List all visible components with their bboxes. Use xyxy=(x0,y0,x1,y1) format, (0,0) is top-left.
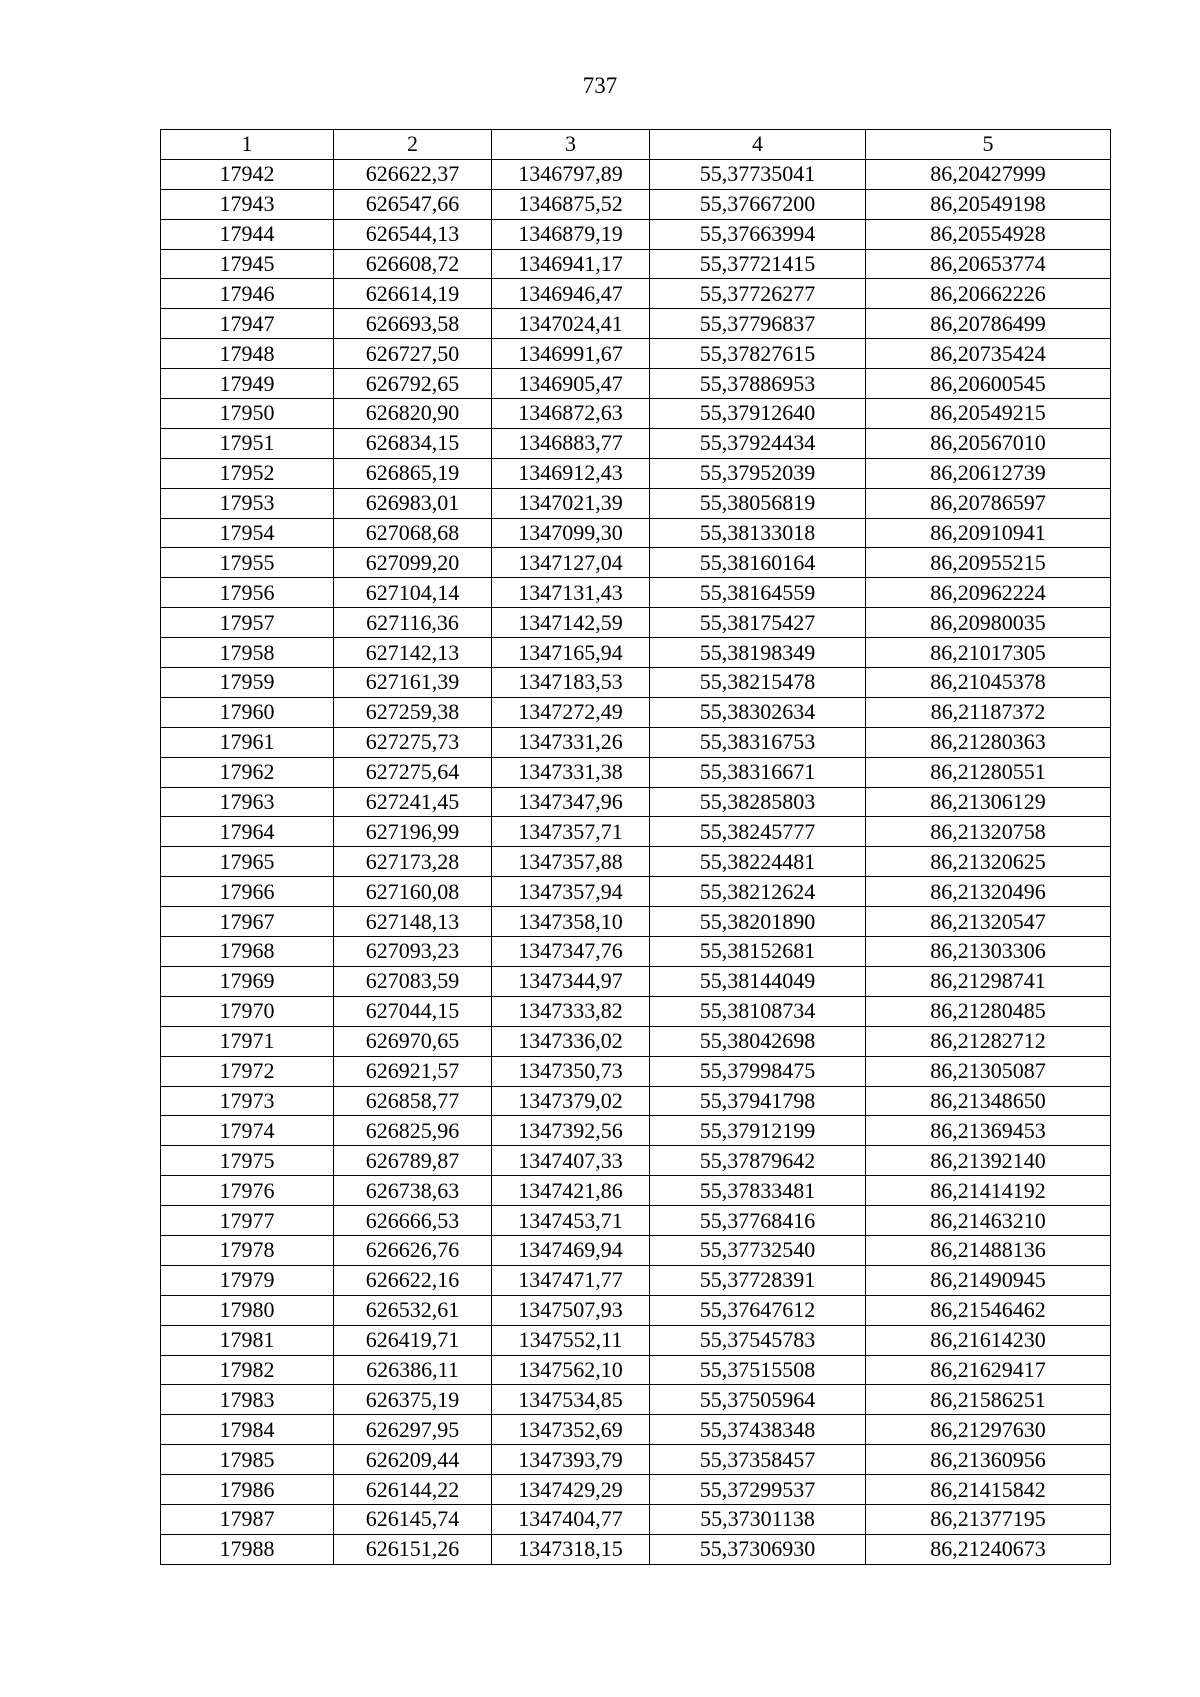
table-cell: 17966 xyxy=(161,877,334,907)
table-cell: 55,38302634 xyxy=(650,697,866,727)
table-cell: 626386,11 xyxy=(334,1355,492,1385)
table-cell: 86,21360956 xyxy=(866,1445,1111,1475)
table-row xyxy=(161,1415,1111,1445)
table-row xyxy=(161,1475,1111,1505)
table-cell: 17975 xyxy=(161,1146,334,1176)
table-cell: 1347331,38 xyxy=(492,757,650,787)
table-row xyxy=(161,189,1111,219)
table-cell: 17947 xyxy=(161,309,334,339)
table-cell: 17942 xyxy=(161,159,334,189)
table-cell: 626626,76 xyxy=(334,1235,492,1265)
table-cell: 17977 xyxy=(161,1206,334,1236)
table-cell: 626375,19 xyxy=(334,1385,492,1415)
table-row xyxy=(161,1235,1111,1265)
table-cell: 17964 xyxy=(161,817,334,847)
table-cell: 55,37879642 xyxy=(650,1146,866,1176)
table-cell: 55,37663994 xyxy=(650,219,866,249)
table-cell: 17959 xyxy=(161,668,334,698)
table-cell: 626614,19 xyxy=(334,279,492,309)
table-cell: 1347534,85 xyxy=(492,1385,650,1415)
table-row xyxy=(161,249,1111,279)
table-cell: 17985 xyxy=(161,1445,334,1475)
table-row xyxy=(161,1504,1111,1534)
table-cell: 17958 xyxy=(161,638,334,668)
table-cell: 627275,73 xyxy=(334,727,492,757)
table-cell: 55,38212624 xyxy=(650,877,866,907)
table-cell: 1347347,76 xyxy=(492,937,650,967)
table-cell: 17946 xyxy=(161,279,334,309)
table-cell: 626151,26 xyxy=(334,1534,492,1564)
table-cell: 86,20567010 xyxy=(866,428,1111,458)
table-cell: 55,37301138 xyxy=(650,1504,866,1534)
table-cell: 17970 xyxy=(161,996,334,1026)
table-cell: 55,37833481 xyxy=(650,1176,866,1206)
table-cell: 55,37732540 xyxy=(650,1235,866,1265)
table-cell: 55,37912640 xyxy=(650,399,866,429)
table-cell: 55,37438348 xyxy=(650,1415,866,1445)
table-cell: 55,37941798 xyxy=(650,1086,866,1116)
table-cell: 55,37299537 xyxy=(650,1475,866,1505)
table-cell: 1347131,43 xyxy=(492,578,650,608)
table-cell: 86,20910941 xyxy=(866,518,1111,548)
table-cell: 626608,72 xyxy=(334,249,492,279)
table-cell: 626921,57 xyxy=(334,1056,492,1086)
table-cell: 86,20980035 xyxy=(866,608,1111,638)
table-row xyxy=(161,1206,1111,1236)
table-cell: 17983 xyxy=(161,1385,334,1415)
table-cell: 55,38198349 xyxy=(650,638,866,668)
table-cell: 1346797,89 xyxy=(492,159,650,189)
table-cell: 1347453,71 xyxy=(492,1206,650,1236)
table-cell: 55,38164559 xyxy=(650,578,866,608)
table-row xyxy=(161,787,1111,817)
table-row xyxy=(161,369,1111,399)
table-cell: 626209,44 xyxy=(334,1445,492,1475)
table-cell: 1347350,73 xyxy=(492,1056,650,1086)
table-cell: 55,37768416 xyxy=(650,1206,866,1236)
table-cell: 86,21306129 xyxy=(866,787,1111,817)
table-cell: 55,37647612 xyxy=(650,1295,866,1325)
table-cell: 17960 xyxy=(161,697,334,727)
table-row xyxy=(161,727,1111,757)
table-cell: 86,21377195 xyxy=(866,1504,1111,1534)
table-cell: 17986 xyxy=(161,1475,334,1505)
table-cell: 17976 xyxy=(161,1176,334,1206)
table-cell: 55,37827615 xyxy=(650,339,866,369)
table-cell: 1347344,97 xyxy=(492,966,650,996)
table-cell: 55,37912199 xyxy=(650,1116,866,1146)
table-cell: 1346883,77 xyxy=(492,428,650,458)
table-cell: 17949 xyxy=(161,369,334,399)
table-cell: 17943 xyxy=(161,189,334,219)
table-cell: 86,21320625 xyxy=(866,847,1111,877)
table-cell: 17974 xyxy=(161,1116,334,1146)
table-cell: 86,20549198 xyxy=(866,189,1111,219)
table-cell: 86,21305087 xyxy=(866,1056,1111,1086)
table-cell: 55,37358457 xyxy=(650,1445,866,1475)
table-cell: 1347099,30 xyxy=(492,518,650,548)
table-cell: 86,21414192 xyxy=(866,1176,1111,1206)
table-cell: 626666,53 xyxy=(334,1206,492,1236)
table-cell: 17963 xyxy=(161,787,334,817)
table-cell: 627099,20 xyxy=(334,548,492,578)
table-cell: 86,20612739 xyxy=(866,458,1111,488)
table-row xyxy=(161,219,1111,249)
table-cell: 55,38316753 xyxy=(650,727,866,757)
table-cell: 1347347,96 xyxy=(492,787,650,817)
table-cell: 1347272,49 xyxy=(492,697,650,727)
table-cell: 626983,01 xyxy=(334,488,492,518)
table-cell: 1346941,17 xyxy=(492,249,650,279)
table-cell: 627068,68 xyxy=(334,518,492,548)
table-cell: 1346879,19 xyxy=(492,219,650,249)
table-cell: 17973 xyxy=(161,1086,334,1116)
table-cell: 86,21280551 xyxy=(866,757,1111,787)
table-cell: 55,38042698 xyxy=(650,1026,866,1056)
table-cell: 17961 xyxy=(161,727,334,757)
table-row xyxy=(161,339,1111,369)
table-cell: 55,37726277 xyxy=(650,279,866,309)
table-cell: 1347507,93 xyxy=(492,1295,650,1325)
table-cell: 55,37505964 xyxy=(650,1385,866,1415)
table-cell: 627116,36 xyxy=(334,608,492,638)
table-cell: 55,38144049 xyxy=(650,966,866,996)
table-cell: 86,21586251 xyxy=(866,1385,1111,1415)
table-cell: 17972 xyxy=(161,1056,334,1086)
table-cell: 86,20554928 xyxy=(866,219,1111,249)
table-row xyxy=(161,1176,1111,1206)
table-row xyxy=(161,488,1111,518)
table-row xyxy=(161,428,1111,458)
table-cell: 1347127,04 xyxy=(492,548,650,578)
table-cell: 17954 xyxy=(161,518,334,548)
table-row xyxy=(161,638,1111,668)
table-row xyxy=(161,907,1111,937)
table-row xyxy=(161,996,1111,1026)
table-cell: 1347429,29 xyxy=(492,1475,650,1505)
table-row xyxy=(161,159,1111,189)
table-cell: 17953 xyxy=(161,488,334,518)
header-row xyxy=(161,130,1111,160)
page-number: 737 xyxy=(582,73,618,98)
table-row xyxy=(161,1086,1111,1116)
table-cell: 1347357,71 xyxy=(492,817,650,847)
table-cell: 86,21415842 xyxy=(866,1475,1111,1505)
table-cell: 55,38152681 xyxy=(650,937,866,967)
column-header: 3 xyxy=(492,130,650,160)
table-cell: 55,38316671 xyxy=(650,757,866,787)
table-header xyxy=(161,130,1111,160)
coordinates-table xyxy=(160,129,1111,1565)
table-cell: 627104,14 xyxy=(334,578,492,608)
table-cell: 86,20735424 xyxy=(866,339,1111,369)
table-cell: 55,38056819 xyxy=(650,488,866,518)
table-cell: 626858,77 xyxy=(334,1086,492,1116)
table-cell: 1347358,10 xyxy=(492,907,650,937)
table-row xyxy=(161,817,1111,847)
table-cell: 86,21303306 xyxy=(866,937,1111,967)
table-cell: 86,21017305 xyxy=(866,638,1111,668)
column-header: 5 xyxy=(866,130,1111,160)
table-cell: 86,21240673 xyxy=(866,1534,1111,1564)
table-cell: 1347165,94 xyxy=(492,638,650,668)
table-cell: 86,21320547 xyxy=(866,907,1111,937)
table-cell: 627083,59 xyxy=(334,966,492,996)
table-cell: 55,37728391 xyxy=(650,1265,866,1295)
table-cell: 17950 xyxy=(161,399,334,429)
table-row xyxy=(161,1325,1111,1355)
table-cell: 1347352,69 xyxy=(492,1415,650,1445)
table-cell: 55,37924434 xyxy=(650,428,866,458)
table-cell: 86,21320758 xyxy=(866,817,1111,847)
table-row xyxy=(161,1265,1111,1295)
table-cell: 86,21187372 xyxy=(866,697,1111,727)
table-cell: 627142,13 xyxy=(334,638,492,668)
column-header: 2 xyxy=(334,130,492,160)
table-cell: 1347333,82 xyxy=(492,996,650,1026)
table-cell: 55,38201890 xyxy=(650,907,866,937)
table-cell: 627160,08 xyxy=(334,877,492,907)
table-cell: 627148,13 xyxy=(334,907,492,937)
table-row xyxy=(161,1295,1111,1325)
table-cell: 1347318,15 xyxy=(492,1534,650,1564)
table-cell: 1347392,56 xyxy=(492,1116,650,1146)
table-cell: 1347562,10 xyxy=(492,1355,650,1385)
table-cell: 626622,16 xyxy=(334,1265,492,1295)
table-cell: 627044,15 xyxy=(334,996,492,1026)
table-cell: 55,37886953 xyxy=(650,369,866,399)
table-cell: 17978 xyxy=(161,1235,334,1265)
table-row xyxy=(161,847,1111,877)
table-cell: 55,38175427 xyxy=(650,608,866,638)
table-cell: 627173,28 xyxy=(334,847,492,877)
table-cell: 626834,15 xyxy=(334,428,492,458)
table-row xyxy=(161,548,1111,578)
table-cell: 17955 xyxy=(161,548,334,578)
table-cell: 86,21629417 xyxy=(866,1355,1111,1385)
table-cell: 55,38285803 xyxy=(650,787,866,817)
table-cell: 626622,37 xyxy=(334,159,492,189)
table-row xyxy=(161,608,1111,638)
table-row xyxy=(161,1116,1111,1146)
table-cell: 55,38215478 xyxy=(650,668,866,698)
table-cell: 86,21490945 xyxy=(866,1265,1111,1295)
table-cell: 86,21280485 xyxy=(866,996,1111,1026)
table-cell: 86,20653774 xyxy=(866,249,1111,279)
table-cell: 1346905,47 xyxy=(492,369,650,399)
table-cell: 55,38160164 xyxy=(650,548,866,578)
table-cell: 86,20962224 xyxy=(866,578,1111,608)
table-cell: 626792,65 xyxy=(334,369,492,399)
table-cell: 86,21045378 xyxy=(866,668,1111,698)
table-cell: 17956 xyxy=(161,578,334,608)
table-cell: 626297,95 xyxy=(334,1415,492,1445)
table-cell: 17948 xyxy=(161,339,334,369)
table-cell: 627196,99 xyxy=(334,817,492,847)
table-cell: 1347471,77 xyxy=(492,1265,650,1295)
table-cell: 17968 xyxy=(161,937,334,967)
table-cell: 626532,61 xyxy=(334,1295,492,1325)
table-cell: 626145,74 xyxy=(334,1504,492,1534)
table-cell: 626547,66 xyxy=(334,189,492,219)
table-cell: 86,21280363 xyxy=(866,727,1111,757)
table-body xyxy=(161,159,1111,1564)
table-row xyxy=(161,1146,1111,1176)
table-cell: 86,20786597 xyxy=(866,488,1111,518)
table-row xyxy=(161,1056,1111,1086)
table-cell: 17988 xyxy=(161,1534,334,1564)
table-cell: 55,37667200 xyxy=(650,189,866,219)
table-row xyxy=(161,1026,1111,1056)
table-cell: 17984 xyxy=(161,1415,334,1445)
table-cell: 17969 xyxy=(161,966,334,996)
table-cell: 626738,63 xyxy=(334,1176,492,1206)
table-cell: 86,21297630 xyxy=(866,1415,1111,1445)
table-cell: 86,20662226 xyxy=(866,279,1111,309)
table-cell: 86,21392140 xyxy=(866,1146,1111,1176)
table-cell: 86,21348650 xyxy=(866,1086,1111,1116)
column-header: 4 xyxy=(650,130,866,160)
table-row xyxy=(161,1355,1111,1385)
table-cell: 1346912,43 xyxy=(492,458,650,488)
table-cell: 86,20427999 xyxy=(866,159,1111,189)
table-cell: 55,37306930 xyxy=(650,1534,866,1564)
table-row xyxy=(161,1534,1111,1564)
table-cell: 55,37952039 xyxy=(650,458,866,488)
table-cell: 627275,64 xyxy=(334,757,492,787)
table-cell: 55,38224481 xyxy=(650,847,866,877)
table-cell: 626144,22 xyxy=(334,1475,492,1505)
table-cell: 55,37998475 xyxy=(650,1056,866,1086)
table-cell: 17987 xyxy=(161,1504,334,1534)
table-cell: 17957 xyxy=(161,608,334,638)
table-cell: 86,20955215 xyxy=(866,548,1111,578)
table-cell: 1347407,33 xyxy=(492,1146,650,1176)
table-cell: 17967 xyxy=(161,907,334,937)
table-cell: 17971 xyxy=(161,1026,334,1056)
table-cell: 17944 xyxy=(161,219,334,249)
table-cell: 626544,13 xyxy=(334,219,492,249)
table-cell: 626970,65 xyxy=(334,1026,492,1056)
table-row xyxy=(161,966,1111,996)
table-cell: 17951 xyxy=(161,428,334,458)
table-row xyxy=(161,518,1111,548)
table-cell: 626865,19 xyxy=(334,458,492,488)
table-cell: 1347404,77 xyxy=(492,1504,650,1534)
table-cell: 17952 xyxy=(161,458,334,488)
table-cell: 86,21282712 xyxy=(866,1026,1111,1056)
table-cell: 86,21546462 xyxy=(866,1295,1111,1325)
table-cell: 55,38133018 xyxy=(650,518,866,548)
table-cell: 1347357,88 xyxy=(492,847,650,877)
table-cell: 1347469,94 xyxy=(492,1235,650,1265)
table-cell: 55,37545783 xyxy=(650,1325,866,1355)
table-cell: 626419,71 xyxy=(334,1325,492,1355)
table-row xyxy=(161,757,1111,787)
table-cell: 1347379,02 xyxy=(492,1086,650,1116)
table-row xyxy=(161,458,1111,488)
table-cell: 1347357,94 xyxy=(492,877,650,907)
table-cell: 1346872,63 xyxy=(492,399,650,429)
table-row xyxy=(161,937,1111,967)
table-cell: 1347331,26 xyxy=(492,727,650,757)
table-cell: 86,21369453 xyxy=(866,1116,1111,1146)
table-row xyxy=(161,1385,1111,1415)
table-cell: 1347393,79 xyxy=(492,1445,650,1475)
table-cell: 86,20600545 xyxy=(866,369,1111,399)
table-cell: 627093,23 xyxy=(334,937,492,967)
table-cell: 17945 xyxy=(161,249,334,279)
table-cell: 86,21463210 xyxy=(866,1206,1111,1236)
table-cell: 1347024,41 xyxy=(492,309,650,339)
table-cell: 17962 xyxy=(161,757,334,787)
table-row xyxy=(161,1445,1111,1475)
table-row xyxy=(161,877,1111,907)
table-cell: 626693,58 xyxy=(334,309,492,339)
table-cell: 86,21320496 xyxy=(866,877,1111,907)
table-cell: 1347021,39 xyxy=(492,488,650,518)
table-cell: 86,21488136 xyxy=(866,1235,1111,1265)
table-row xyxy=(161,279,1111,309)
table-cell: 626727,50 xyxy=(334,339,492,369)
table-cell: 1347421,86 xyxy=(492,1176,650,1206)
table-row xyxy=(161,697,1111,727)
table-cell: 1347552,11 xyxy=(492,1325,650,1355)
table-cell: 627259,38 xyxy=(334,697,492,727)
table-cell: 1347142,59 xyxy=(492,608,650,638)
table-cell: 627161,39 xyxy=(334,668,492,698)
table-cell: 17965 xyxy=(161,847,334,877)
table-cell: 17982 xyxy=(161,1355,334,1385)
table-cell: 86,21614230 xyxy=(866,1325,1111,1355)
table-cell: 1347183,53 xyxy=(492,668,650,698)
table-cell: 1346946,47 xyxy=(492,279,650,309)
table-cell: 55,38245777 xyxy=(650,817,866,847)
table-cell: 17980 xyxy=(161,1295,334,1325)
table-cell: 86,21298741 xyxy=(866,966,1111,996)
table-cell: 626820,90 xyxy=(334,399,492,429)
table-cell: 86,20549215 xyxy=(866,399,1111,429)
table-cell: 1347336,02 xyxy=(492,1026,650,1056)
table-cell: 86,20786499 xyxy=(866,309,1111,339)
table-row xyxy=(161,578,1111,608)
table-cell: 1346991,67 xyxy=(492,339,650,369)
table-cell: 55,37735041 xyxy=(650,159,866,189)
table-cell: 17981 xyxy=(161,1325,334,1355)
table-cell: 1346875,52 xyxy=(492,189,650,219)
table-cell: 627241,45 xyxy=(334,787,492,817)
table-cell: 55,37721415 xyxy=(650,249,866,279)
column-header: 1 xyxy=(161,130,334,160)
table-cell: 17979 xyxy=(161,1265,334,1295)
table-row xyxy=(161,399,1111,429)
table-cell: 55,37515508 xyxy=(650,1355,866,1385)
table-cell: 55,37796837 xyxy=(650,309,866,339)
table-row xyxy=(161,309,1111,339)
table-row xyxy=(161,668,1111,698)
table-cell: 55,38108734 xyxy=(650,996,866,1026)
table-cell: 626825,96 xyxy=(334,1116,492,1146)
table-cell: 626789,87 xyxy=(334,1146,492,1176)
